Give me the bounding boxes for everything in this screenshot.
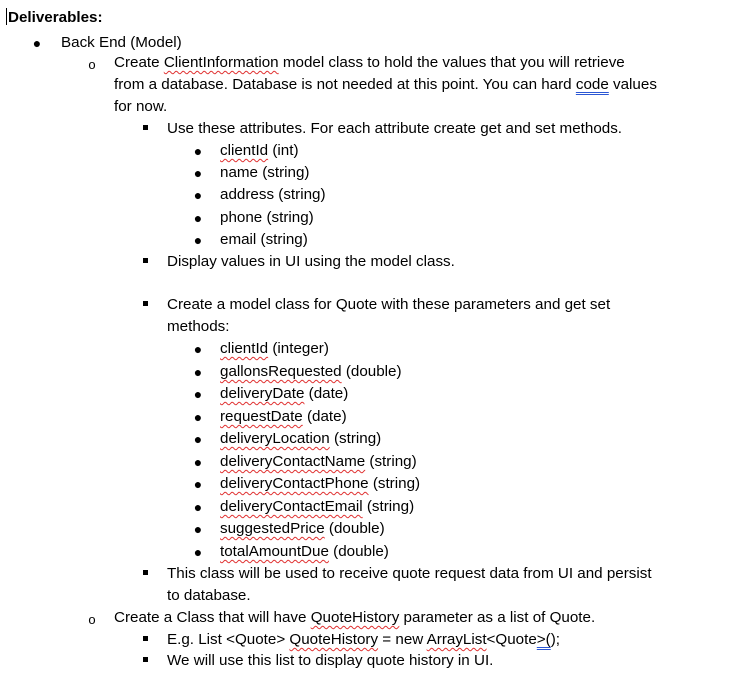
param-type: (string) <box>329 430 382 447</box>
text-fragment: model class to hold the values that you will retrieve <box>278 54 625 71</box>
quote-param-item <box>220 451 417 473</box>
back-end-item: Back End (Model) <box>61 34 182 51</box>
attribute-name: phone <box>220 209 263 226</box>
quote-param-item <box>220 518 385 540</box>
param-type: (integer) <box>268 340 329 357</box>
param-name: clientId <box>220 340 269 357</box>
bullet-square-icon <box>140 294 150 316</box>
client-info-line-3: for now. <box>114 98 168 115</box>
quote-param-item <box>220 496 414 518</box>
bullet-square-icon <box>140 563 150 585</box>
bullet-disc-icon: ● <box>193 364 203 380</box>
quote-intro-line-1: Create a model class for Quote with these parameters and get set <box>167 296 611 313</box>
text-cursor <box>6 8 7 25</box>
param-name: deliveryDate <box>220 385 305 402</box>
quote-param-item <box>220 338 329 360</box>
spell-flagged-word: ArrayList <box>426 631 487 648</box>
attribute-type: (string) <box>274 186 326 203</box>
bullet-disc-icon: ● <box>193 454 203 470</box>
text-fragment: values <box>608 76 657 93</box>
client-info-line-1 <box>114 52 625 74</box>
bullet-disc-icon: ● <box>193 187 203 203</box>
bullet-disc-icon: ● <box>193 232 203 248</box>
text-fragment: ); <box>550 631 561 648</box>
param-name: gallonsRequested <box>220 363 342 380</box>
quote-param-item <box>220 428 381 450</box>
history-example <box>167 629 560 651</box>
quote-param-item <box>220 361 402 383</box>
attribute-item <box>220 207 314 229</box>
spell-flagged-word: ClientInformation <box>163 54 279 71</box>
bullet-square-icon <box>140 251 150 273</box>
attribute-item <box>220 229 308 251</box>
bullet-disc-icon: ● <box>193 341 203 357</box>
attribute-item <box>220 140 299 162</box>
bullet-disc-icon: ● <box>193 143 203 159</box>
quote-param-item <box>220 541 389 563</box>
param-type: (string) <box>368 475 421 492</box>
text-fragment: Create <box>114 54 164 71</box>
attribute-name: address <box>220 186 275 203</box>
text-fragment: = new <box>378 631 427 648</box>
text-fragment: parameter as a list of Quote. <box>399 609 596 626</box>
history-use-note: We will use this list to display quote history in UI. <box>167 652 494 669</box>
param-type: (date) <box>304 385 349 402</box>
quote-note-line-1: This class will be used to receive quote request data from UI and persist <box>167 565 652 582</box>
bullet-disc-icon: ● <box>193 431 203 447</box>
deliverables-heading <box>6 7 103 29</box>
bullet-disc-icon: ● <box>193 409 203 425</box>
bullet-disc-icon: ● <box>32 35 42 51</box>
param-type: (double) <box>324 520 385 537</box>
quote-param-item <box>220 406 347 428</box>
spell-flagged-word: QuoteHistory <box>310 609 400 626</box>
bullet-square-icon <box>140 118 150 140</box>
attribute-type: (string) <box>256 231 308 248</box>
attribute-name: email <box>220 231 257 248</box>
param-name: totalAmountDue <box>220 543 329 560</box>
bullet-circle-icon: o <box>88 57 96 72</box>
client-info-line-2 <box>114 74 657 96</box>
param-type: (double) <box>328 543 389 560</box>
param-type: (double) <box>341 363 402 380</box>
bullet-circle-icon: o <box>88 612 96 627</box>
attribute-type: (int) <box>268 142 299 159</box>
attribute-type: (string) <box>262 209 314 226</box>
param-name: deliveryContactPhone <box>220 475 369 492</box>
text-fragment: Create a Class that will have <box>114 609 311 626</box>
param-name: deliveryContactEmail <box>220 498 363 515</box>
param-name: deliveryLocation <box>220 430 330 447</box>
param-name: deliveryContactName <box>220 453 366 470</box>
quote-param-item <box>220 473 420 495</box>
param-name: requestDate <box>220 408 303 425</box>
attribute-item <box>220 162 309 184</box>
bullet-disc-icon: ● <box>193 210 203 226</box>
attribute-name: name <box>220 164 258 181</box>
history-line <box>114 607 595 629</box>
bullet-disc-icon: ● <box>193 476 203 492</box>
quote-param-item <box>220 383 348 405</box>
param-type: (string) <box>362 498 415 515</box>
display-note: Display values in UI using the model class. <box>167 253 455 270</box>
grammar-flagged-word: >( <box>536 631 551 648</box>
attribute-type: (string) <box>258 164 310 181</box>
attributes-intro: Use these attributes. For each attribute create get and set methods. <box>167 120 623 137</box>
bullet-square-icon <box>140 629 150 651</box>
heading-text: Deliverables: <box>8 9 103 26</box>
attribute-item <box>220 184 326 206</box>
text-fragment: E.g. List <Quote> <box>167 631 290 648</box>
bullet-square-icon <box>140 650 150 672</box>
text-fragment: <Quote <box>486 631 537 648</box>
text-fragment: from a database. Database is not needed at this point. You can hard <box>114 76 576 93</box>
bullet-disc-icon: ● <box>193 386 203 402</box>
bullet-disc-icon: ● <box>193 165 203 181</box>
spell-flagged-word: QuoteHistory <box>289 631 379 648</box>
bullet-disc-icon: ● <box>193 544 203 560</box>
grammar-flagged-word: code <box>575 76 609 93</box>
bullet-disc-icon: ● <box>193 521 203 537</box>
attribute-name: clientId <box>220 142 269 159</box>
param-type: (string) <box>365 453 417 470</box>
quote-note-line-2: to database. <box>167 587 251 604</box>
bullet-disc-icon: ● <box>193 499 203 515</box>
quote-intro-line-2: methods: <box>167 318 230 335</box>
param-type: (date) <box>302 408 347 425</box>
param-name: suggestedPrice <box>220 520 325 537</box>
